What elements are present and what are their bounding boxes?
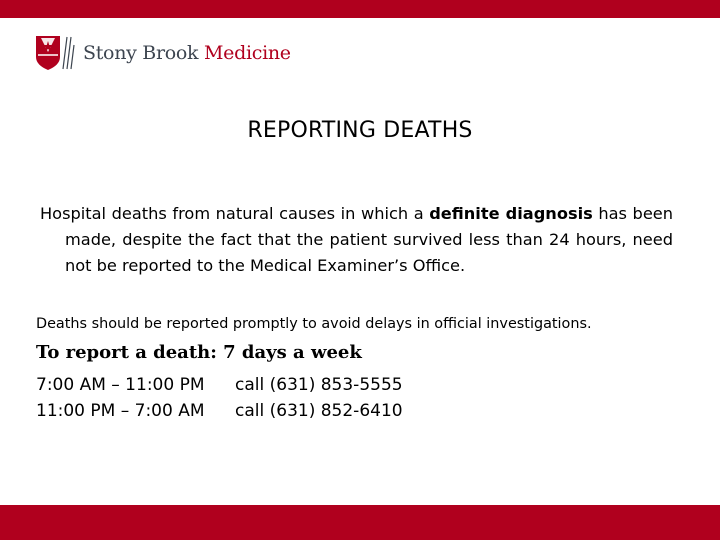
schedule-time: 11:00 PM – 7:00 AM <box>36 401 205 421</box>
paragraph-text-post: has been made, despite the fact that the patient survived less than 24 hours, need not be reported to the Medical Examiner’s Office. <box>65 204 674 275</box>
schedule-phone: call (631) 853-5555 <box>235 375 403 395</box>
logo-name-part2: Medicine <box>204 42 291 64</box>
logo-wordmark <box>83 42 291 64</box>
schedule-time: 7:00 AM – 11:00 PM <box>36 375 205 395</box>
schedule-row <box>36 401 403 421</box>
bottom-banner-bar <box>0 505 720 540</box>
paragraph-text-pre: Hospital deaths from natural causes in which a <box>40 204 430 223</box>
stony-brook-medicine-logo <box>35 33 291 73</box>
promptness-note: Deaths should be reported promptly to avoid delays in official investigations. <box>36 316 592 332</box>
top-banner-bar <box>0 0 720 18</box>
report-heading: To report a death: 7 days a week <box>36 342 362 363</box>
shield-star-icon <box>35 35 61 71</box>
logo-name-part1: Stony Brook <box>83 42 199 64</box>
page-title: REPORTING DEATHS <box>247 118 473 143</box>
schedule-phone: call (631) 852-6410 <box>235 401 403 421</box>
schedule-row <box>36 375 403 395</box>
policy-paragraph <box>40 201 673 279</box>
logo-divider-lines <box>61 35 75 71</box>
paragraph-bold-term: definite diagnosis <box>429 204 593 223</box>
